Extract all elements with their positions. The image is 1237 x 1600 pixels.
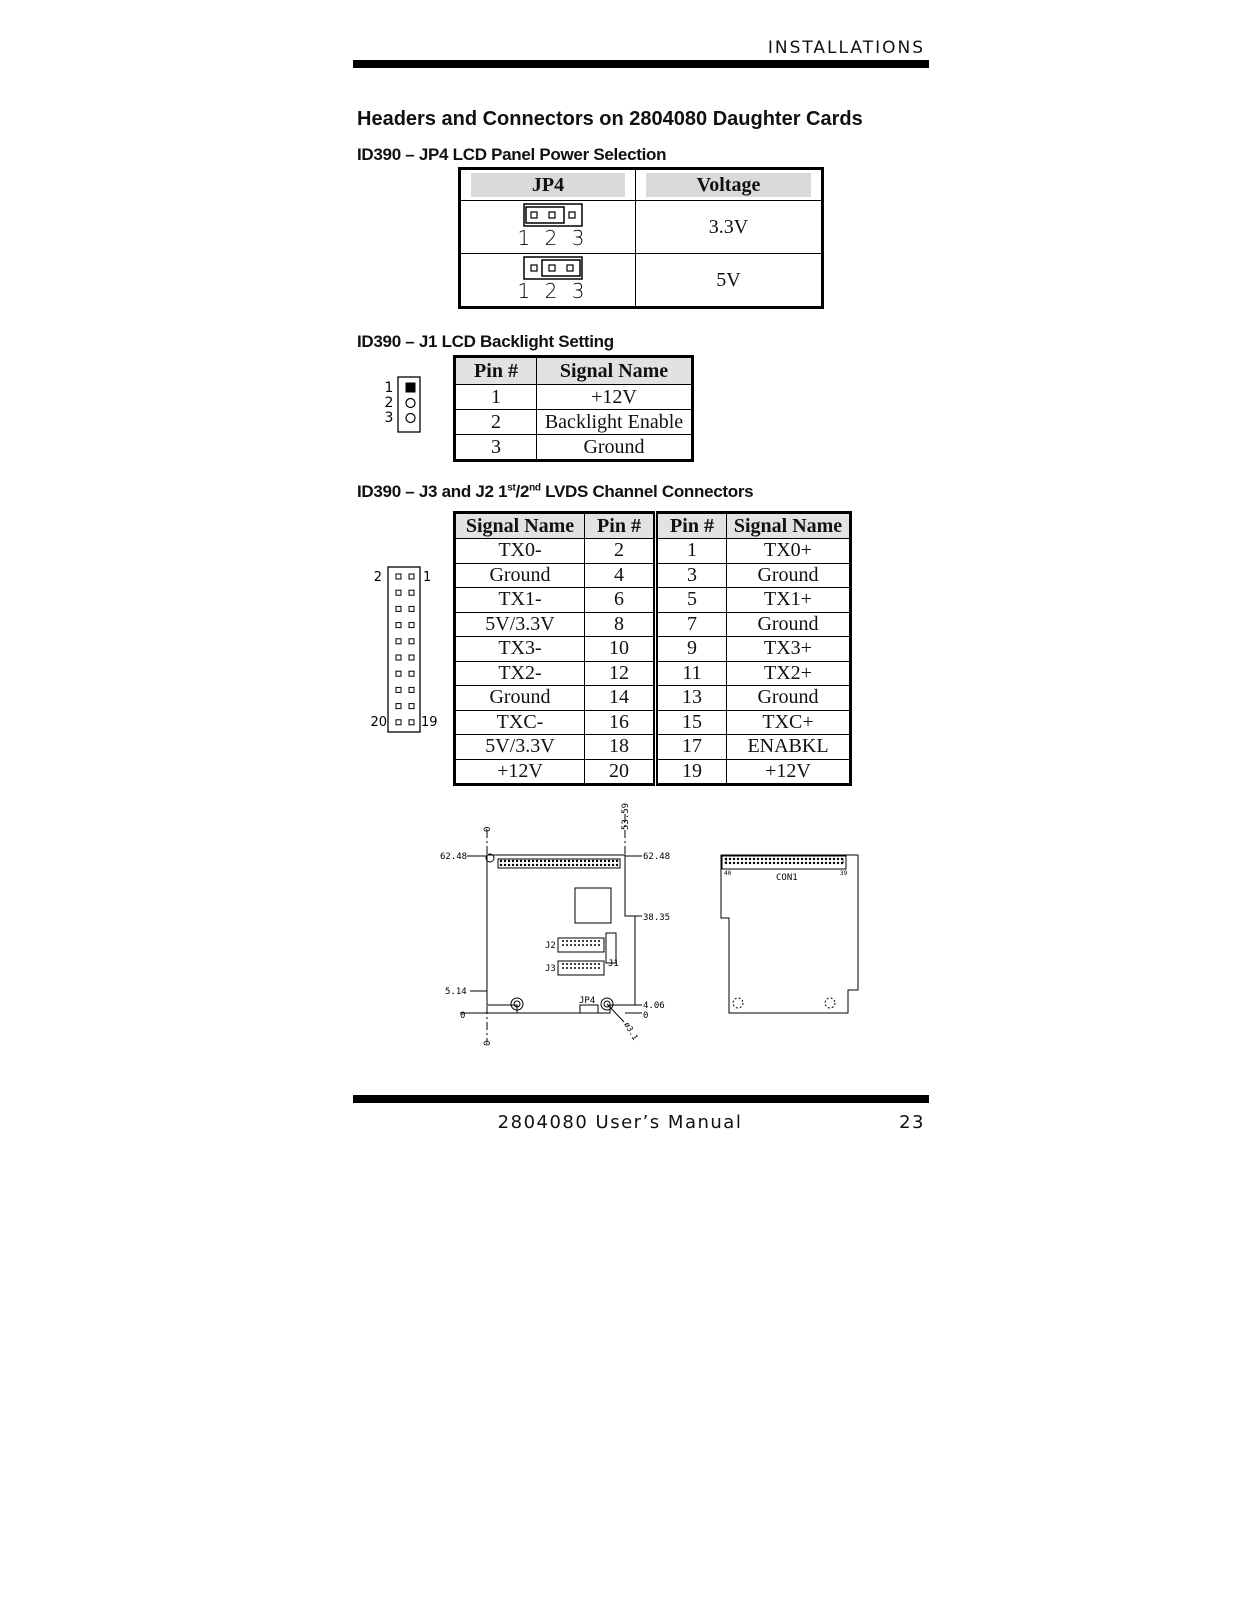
pin-number: 6 <box>585 588 656 613</box>
pin-label: 2 <box>384 395 394 411</box>
connector-label-j3: J3 <box>545 964 556 974</box>
connector-pin-dot <box>797 858 799 860</box>
footer-manual-title: 2804080 User’s Manual <box>497 1112 743 1133</box>
pin-number: 16 <box>585 710 656 735</box>
connector-pin-dot <box>797 862 799 864</box>
lvds-header-diagram <box>366 566 442 734</box>
signal-name: Ground <box>727 563 851 588</box>
page-title: Headers and Connectors on 2804080 Daughter Cards <box>357 108 863 130</box>
connector-pin-dot <box>524 860 526 862</box>
connector-pin-dot <box>765 858 767 860</box>
connector-pin-dot <box>520 864 522 866</box>
connector-pin-dot <box>737 862 739 864</box>
dim-label: 53.59 <box>621 802 631 830</box>
connector-pin-dot <box>574 944 576 946</box>
connector-pin-dot <box>604 860 606 862</box>
pin-number: 17 <box>656 735 727 760</box>
pin-number: 18 <box>585 735 656 760</box>
j1-col-signal: Signal Name <box>537 357 693 385</box>
connector-pin-dot <box>570 944 572 946</box>
jp4-table <box>458 167 824 309</box>
dim-label: ø3.1 <box>622 1020 640 1042</box>
connector-pin-dot <box>528 860 530 862</box>
connector-pin-dot <box>552 864 554 866</box>
pin-number: 3 <box>656 563 727 588</box>
connector-pin-dot <box>729 862 731 864</box>
connector-pin-dot <box>594 963 596 965</box>
connector-pin-dot <box>733 858 735 860</box>
j1-col-pin: Pin # <box>455 357 537 385</box>
connector-pin-dot <box>598 944 600 946</box>
j1-table <box>453 355 694 462</box>
connector-pin-dot <box>540 864 542 866</box>
connector-pin-dot <box>761 862 763 864</box>
signal-name: Ground <box>455 686 585 711</box>
pin-label: 3 <box>384 410 394 426</box>
connector-pin-dot <box>612 864 614 866</box>
signal-name: TX1- <box>455 588 585 613</box>
connector-pin-dot <box>604 864 606 866</box>
connector-pin-dot <box>616 864 618 866</box>
connector-pin-dot <box>576 860 578 862</box>
connector-pin-dot <box>781 862 783 864</box>
connector-pin-dot <box>582 967 584 969</box>
lvds-heading-sup: st <box>507 482 516 494</box>
connector-pin-dot <box>793 862 795 864</box>
j1-heading: ID390 – J1 LCD Backlight Setting <box>357 332 614 351</box>
connector-pin-dot <box>528 864 530 866</box>
connector-pin-dot <box>596 864 598 866</box>
jp4-col-jp4: JP4 <box>471 173 625 197</box>
connector-pin-dot <box>562 963 564 965</box>
lvds-heading-sup: nd <box>529 482 541 494</box>
pin-number: 12 <box>585 661 656 686</box>
connector-pin-dot <box>761 858 763 860</box>
connector-pin-dot <box>532 864 534 866</box>
board-outline-drawing <box>430 800 870 1050</box>
dim-label: 0 <box>460 1011 466 1021</box>
connector-pin-dot <box>594 967 596 969</box>
connector-pin-dot <box>582 944 584 946</box>
pin-number: 4 <box>585 563 656 588</box>
connector-pin-dot <box>809 862 811 864</box>
connector-pin-dot <box>833 858 835 860</box>
connector-pin-dot <box>570 967 572 969</box>
signal-name: TXC- <box>455 710 585 735</box>
pin-label: 1 <box>841 858 845 865</box>
signal-name: ENABKL <box>727 735 851 760</box>
jumper-2-3-icon <box>513 254 583 300</box>
connector-pin-dot <box>777 862 779 864</box>
connector-pin-dot <box>584 864 586 866</box>
signal-name: TX3+ <box>727 637 851 662</box>
connector-pin-dot <box>566 963 568 965</box>
connector-pin-dot <box>574 967 576 969</box>
signal-name: TX2- <box>455 661 585 686</box>
pin-label: 1 <box>384 380 394 396</box>
signal-name: Ground <box>537 435 693 461</box>
connector-pin-dot <box>516 860 518 862</box>
connector-pin-dot <box>556 860 558 862</box>
connector-pin-dot <box>574 963 576 965</box>
dim-label: 62.48 <box>440 852 468 862</box>
connector-pin-dot <box>588 864 590 866</box>
connector-pin-dot <box>566 967 568 969</box>
connector-pin-dot <box>829 862 831 864</box>
connector-pin-dot <box>745 862 747 864</box>
connector-pin-dot <box>544 860 546 862</box>
signal-name: +12V <box>455 759 585 785</box>
connector-pin-dot <box>564 860 566 862</box>
lvds-col-pin-a: Pin # <box>585 513 656 539</box>
connector-pin-dot <box>733 862 735 864</box>
pin-number: 13 <box>656 686 727 711</box>
connector-pin-dot <box>612 860 614 862</box>
pin-number: 1 <box>656 539 727 564</box>
connector-pin-dot <box>586 940 588 942</box>
table-row <box>455 637 851 662</box>
connector-pin-dot <box>765 862 767 864</box>
table-row <box>455 385 693 410</box>
connector-pin-dot <box>580 864 582 866</box>
connector-pin-dot <box>596 860 598 862</box>
dim-label: 38.35 <box>643 913 671 923</box>
signal-name: TX0- <box>455 539 585 564</box>
connector-pin-dot <box>536 860 538 862</box>
connector-pin-dot <box>785 862 787 864</box>
connector-pin-dot <box>504 864 506 866</box>
pin-number: 10 <box>585 637 656 662</box>
connector-pin-dot <box>586 944 588 946</box>
jp4-col-voltage: Voltage <box>646 173 811 197</box>
table-row <box>455 710 851 735</box>
table-row <box>455 588 851 613</box>
connector-pin-dot <box>777 858 779 860</box>
pin-label-20: 20 <box>370 715 387 730</box>
lvds-col-signal-b: Signal Name <box>727 513 851 539</box>
pin-number: 15 <box>656 710 727 735</box>
connector-pin-dot <box>817 858 819 860</box>
connector-pin-dot <box>821 858 823 860</box>
lvds-heading <box>357 482 753 502</box>
jumper-pin-labels: 1 2 3 <box>517 226 583 247</box>
jp4-heading: ID390 – JP4 LCD Panel Power Selection <box>357 145 667 164</box>
connector-pin-dot <box>805 858 807 860</box>
connector-pin-dot <box>562 967 564 969</box>
signal-name: Backlight Enable <box>537 410 693 435</box>
connector-pin-dot <box>582 963 584 965</box>
table-row <box>455 735 851 760</box>
connector-pin-dot <box>801 858 803 860</box>
connector-pin-dot <box>590 944 592 946</box>
connector-pin-dot <box>578 944 580 946</box>
connector-pin-dot <box>598 940 600 942</box>
connector-pin-dot <box>608 864 610 866</box>
table-row <box>455 563 851 588</box>
connector-pin-dot <box>741 862 743 864</box>
connector-pin-dot <box>564 864 566 866</box>
connector-pin-dot <box>568 864 570 866</box>
connector-pin-dot <box>556 864 558 866</box>
connector-pin-dot <box>580 860 582 862</box>
connector-pin-dot <box>749 858 751 860</box>
connector-pin-dot <box>590 963 592 965</box>
connector-pin-dot <box>809 858 811 860</box>
pin-number: 2 <box>585 539 656 564</box>
dim-label: 4.06 <box>643 1001 665 1011</box>
connector-pin-dot <box>741 858 743 860</box>
running-header: INSTALLATIONS <box>767 38 925 58</box>
signal-name: TX3- <box>455 637 585 662</box>
connector-pin-dot <box>540 860 542 862</box>
table-row <box>460 201 823 254</box>
connector-pin-dot <box>572 864 574 866</box>
connector-pin-dot <box>532 860 534 862</box>
connector-pin-dot <box>600 864 602 866</box>
pin-label: 40 <box>724 870 732 877</box>
pin-number: 14 <box>585 686 656 711</box>
lvds-table <box>453 511 852 786</box>
connector-pin-dot <box>570 963 572 965</box>
connector-pin-dot <box>600 860 602 862</box>
voltage-value: 5V <box>636 254 823 308</box>
connector-pin-dot <box>805 862 807 864</box>
connector-pin-dot <box>584 860 586 862</box>
dim-label: 0 <box>483 1040 493 1046</box>
lvds-heading-part: ID390 – J3 and J2 1 <box>357 482 508 501</box>
pin-label-2: 2 <box>373 570 382 585</box>
voltage-value: 3.3V <box>636 201 823 254</box>
page-number: 23 <box>899 1112 925 1133</box>
pin-number: 3 <box>455 435 537 461</box>
dim-label: 62.48 <box>643 852 671 862</box>
connector-pin-dot <box>594 940 596 942</box>
lvds-col-pin-b: Pin # <box>656 513 727 539</box>
footer-rule <box>353 1095 929 1103</box>
signal-name: Ground <box>727 612 851 637</box>
connector-pin-dot <box>544 864 546 866</box>
connector-pin-dot <box>562 944 564 946</box>
connector-pin-dot <box>825 858 827 860</box>
connector-pin-dot <box>598 963 600 965</box>
header-rule <box>353 60 929 68</box>
dim-label: 5.14 <box>445 987 467 997</box>
connector-pin-dot <box>837 858 839 860</box>
connector-pin-dot <box>821 862 823 864</box>
connector-pin-dot <box>562 940 564 942</box>
connector-pin-dot <box>582 940 584 942</box>
connector-pin-dot <box>508 860 510 862</box>
pin-label: 39 <box>840 870 848 877</box>
connector-pin-dot <box>813 862 815 864</box>
signal-name: Ground <box>727 686 851 711</box>
connector-pin-dot <box>536 864 538 866</box>
signal-name: 5V/3.3V <box>455 612 585 637</box>
connector-pin-dot <box>570 940 572 942</box>
lvds-heading-part: /2 <box>515 482 530 501</box>
pin-number: 19 <box>656 759 727 785</box>
connector-pin-dot <box>568 860 570 862</box>
connector-pin-dot <box>516 864 518 866</box>
connector-pin-dot <box>745 858 747 860</box>
connector-pin-dot <box>508 864 510 866</box>
connector-pin-dot <box>572 860 574 862</box>
connector-pin-dot <box>560 860 562 862</box>
lvds-col-signal-a: Signal Name <box>455 513 585 539</box>
connector-pin-dot <box>729 858 731 860</box>
connector-pin-dot <box>566 944 568 946</box>
connector-pin-dot <box>504 860 506 862</box>
connector-pin-dot <box>757 858 759 860</box>
connector-pin-dot <box>737 858 739 860</box>
connector-pin-dot <box>566 940 568 942</box>
connector-pin-dot <box>590 967 592 969</box>
signal-name: TX2+ <box>727 661 851 686</box>
pin-number: 2 <box>455 410 537 435</box>
connector-pin-dot <box>813 858 815 860</box>
connector-pin-dot <box>578 967 580 969</box>
connector-pin-dot <box>548 860 550 862</box>
signal-name: +12V <box>537 385 693 410</box>
connector-pin-dot <box>757 862 759 864</box>
connector-pin-dot <box>548 864 550 866</box>
connector-pin-dot <box>552 860 554 862</box>
signal-name: 5V/3.3V <box>455 735 585 760</box>
connector-pin-dot <box>753 858 755 860</box>
table-row <box>455 410 693 435</box>
pin-number: 9 <box>656 637 727 662</box>
signal-name: TX1+ <box>727 588 851 613</box>
connector-pin-dot <box>592 864 594 866</box>
connector-pin-dot <box>574 940 576 942</box>
connector-pin-dot <box>769 862 771 864</box>
pin-number: 20 <box>585 759 656 785</box>
connector-pin-dot <box>512 860 514 862</box>
connector-pin-dot <box>781 858 783 860</box>
table-row <box>455 435 693 461</box>
connector-pin-dot <box>608 860 610 862</box>
table-row <box>455 661 851 686</box>
table-row <box>455 539 851 564</box>
connector-pin-dot <box>512 864 514 866</box>
connector-pin-dot <box>801 862 803 864</box>
connector-pin-dot <box>578 940 580 942</box>
connector-pin-dot <box>833 862 835 864</box>
dim-label: 0 <box>643 1011 649 1021</box>
connector-label-jp4: JP4 <box>579 996 596 1006</box>
connector-pin-dot <box>524 864 526 866</box>
j1-header-diagram <box>380 376 426 434</box>
table-row <box>455 612 851 637</box>
connector-pin-dot <box>598 967 600 969</box>
pin-number: 5 <box>656 588 727 613</box>
connector-pin-dot <box>594 944 596 946</box>
connector-pin-dot <box>837 862 839 864</box>
table-row <box>455 759 851 785</box>
connector-pin-dot <box>817 862 819 864</box>
connector-label-j1: J1 <box>608 959 619 969</box>
signal-name: TX0+ <box>727 539 851 564</box>
connector-pin-dot <box>749 862 751 864</box>
connector-pin-dot <box>586 967 588 969</box>
connector-label-j2: J2 <box>545 941 556 951</box>
pin-label: 2 <box>724 858 728 865</box>
pin-label-19: 19 <box>421 715 438 730</box>
connector-pin-dot <box>500 860 502 862</box>
pin-number: 8 <box>585 612 656 637</box>
connector-pin-dot <box>560 864 562 866</box>
connector-pin-dot <box>825 862 827 864</box>
connector-pin-dot <box>520 860 522 862</box>
connector-pin-dot <box>588 860 590 862</box>
table-row <box>460 254 823 308</box>
connector-pin-dot <box>576 864 578 866</box>
connector-pin-dot <box>785 858 787 860</box>
signal-name: Ground <box>455 563 585 588</box>
connector-label-con1: CON1 <box>776 873 798 883</box>
connector-pin-dot <box>592 860 594 862</box>
pin-number: 11 <box>656 661 727 686</box>
connector-pin-dot <box>616 860 618 862</box>
connector-pin-dot <box>793 858 795 860</box>
connector-pin-dot <box>590 940 592 942</box>
connector-pin-dot <box>773 862 775 864</box>
connector-pin-dot <box>753 862 755 864</box>
dim-label: 0 <box>483 826 493 832</box>
connector-pin-dot <box>586 963 588 965</box>
jumper-1-2-icon <box>513 201 583 247</box>
table-row <box>455 686 851 711</box>
pin-number: 7 <box>656 612 727 637</box>
connector-pin-dot <box>789 862 791 864</box>
connector-pin-dot <box>500 864 502 866</box>
signal-name: +12V <box>727 759 851 785</box>
board-front-view <box>460 814 642 1042</box>
lvds-heading-part: LVDS Channel Connectors <box>540 482 754 501</box>
pin-number: 1 <box>455 385 537 410</box>
jumper-pin-labels: 1 2 3 <box>517 279 583 300</box>
pin-label-1: 1 <box>423 570 432 585</box>
connector-pin-dot <box>789 858 791 860</box>
connector-pin-dot <box>829 858 831 860</box>
connector-pin-dot <box>773 858 775 860</box>
signal-name: TXC+ <box>727 710 851 735</box>
connector-pin-dot <box>578 963 580 965</box>
connector-pin-dot <box>769 858 771 860</box>
